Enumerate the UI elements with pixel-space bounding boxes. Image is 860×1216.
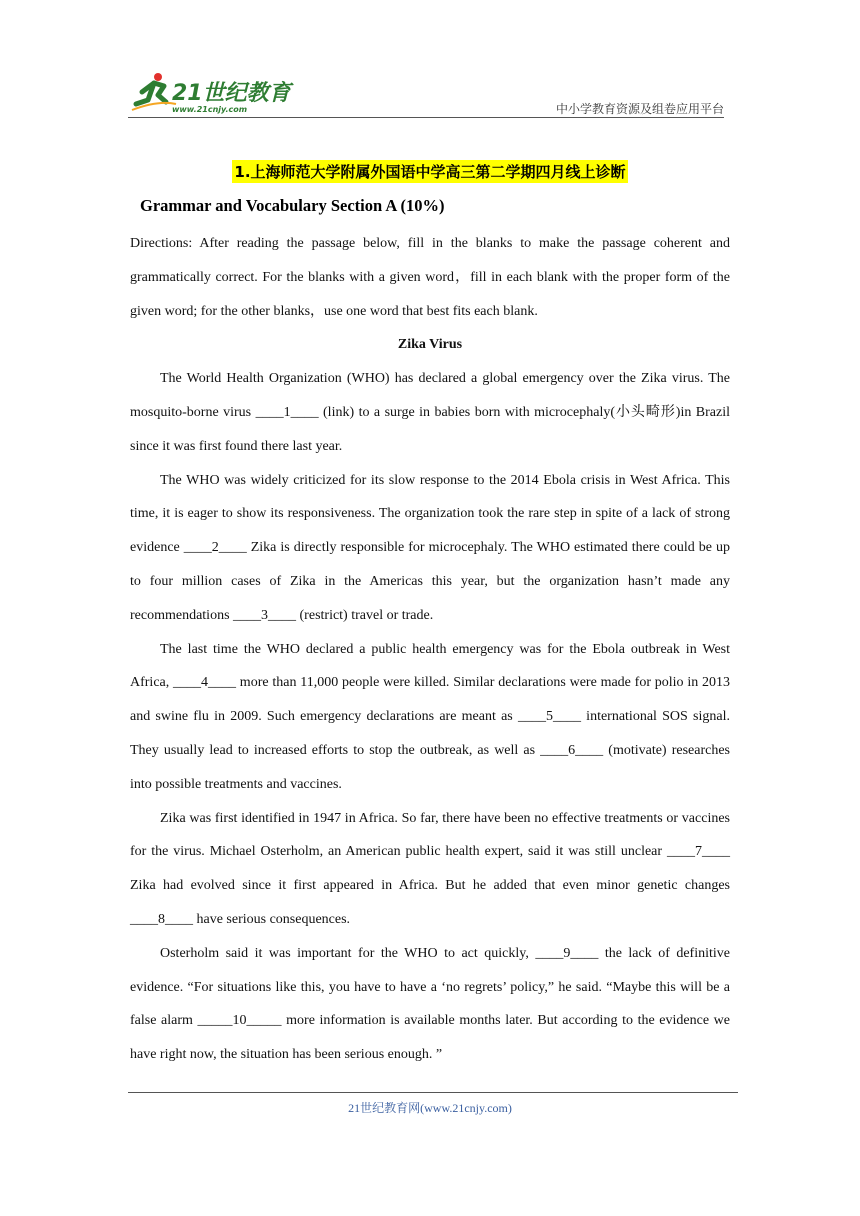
document-body (130, 227, 730, 1072)
platform-label: 中小学教育资源及组卷应用平台 (555, 102, 724, 116)
paragraph-5: Osterholm said it was important for the WHO to act quickly, ____9____ the lack of definitive evidence. “For situations like this, you have to have a ‘no regrets’ policy,” he said. “Maybe this will be a false alarm _____10_____ more information is available months later. But according to the evidence we have right now, the situation has been serious enough. ” (130, 945, 730, 1063)
svg-text:21世纪教育: 21世纪教育 (172, 81, 291, 106)
logo (128, 70, 298, 116)
passage-title: Zika Virus (397, 337, 463, 353)
paragraph-1: The World Health Organization (WHO) has declared a global emergency over the Zika virus. The mosquito-borne virus ____1____ (link) to a surge in babies born with microcephaly(小头畸形)in Brazil since it was first found there last year. (130, 371, 730, 454)
paragraph-4: Zika was first identified in 1947 in Africa. So far, there have been no effective treatments or vaccines for the virus. Michael Osterholm, an American public health expert, said it was still unclear ____7____ Zika had evolved since it first appeared in Africa. But he added that even minor genetic changes ____8____ have serious consequences. (130, 810, 730, 927)
paragraph-3: The last time the WHO declared a public health emergency was for the Ebola outbreak in West Africa, ____4____ more than 11,000 people were killed. Similar declarations were made for polio in 2013 and swine flu in 2009. Such emergency declarations are meant as ____5____ international SOS signal. They usually lead to increased efforts to stop the outbreak, as well as ____6____ (motivate) researches into possible treatments and vaccines. (130, 641, 730, 792)
title-wrap (0, 160, 860, 183)
page-header (128, 70, 724, 118)
runner-logo-icon (128, 70, 298, 116)
section-heading: Grammar and Vocabulary Section A (10%) (140, 196, 445, 215)
header-divider (128, 117, 724, 118)
svg-text:www.21cnjy.com: www.21cnjy.com (172, 105, 248, 114)
document-title: 1.上海师范大学附属外国语中学高三第二学期四月线上诊断 (232, 160, 627, 183)
footer-link[interactable]: 21世纪教育网(www.21cnjy.com) (348, 1101, 512, 1115)
directions: Directions: After reading the passage below, fill in the blanks to make the passage coherent and grammatically correct. For the blanks with a given word，fill in each blank with the proper form of the given word; for the other blanks，use one word that best fits each blank. (130, 236, 730, 319)
paragraph-2: The WHO was widely criticized for its slow response to the 2014 Ebola crisis in West Africa. This time, it is eager to show its responsiveness. The organization took the rare step in spite of a lack of strong evidence ____2____ Zika is directly responsible for microcephaly. The WHO estimated there could be up to four million cases of Zika in the Americas this year, but the organization hasn’t made any recommendations ____3____ (restrict) travel or trade. (130, 472, 730, 623)
footer-divider (128, 1092, 738, 1093)
